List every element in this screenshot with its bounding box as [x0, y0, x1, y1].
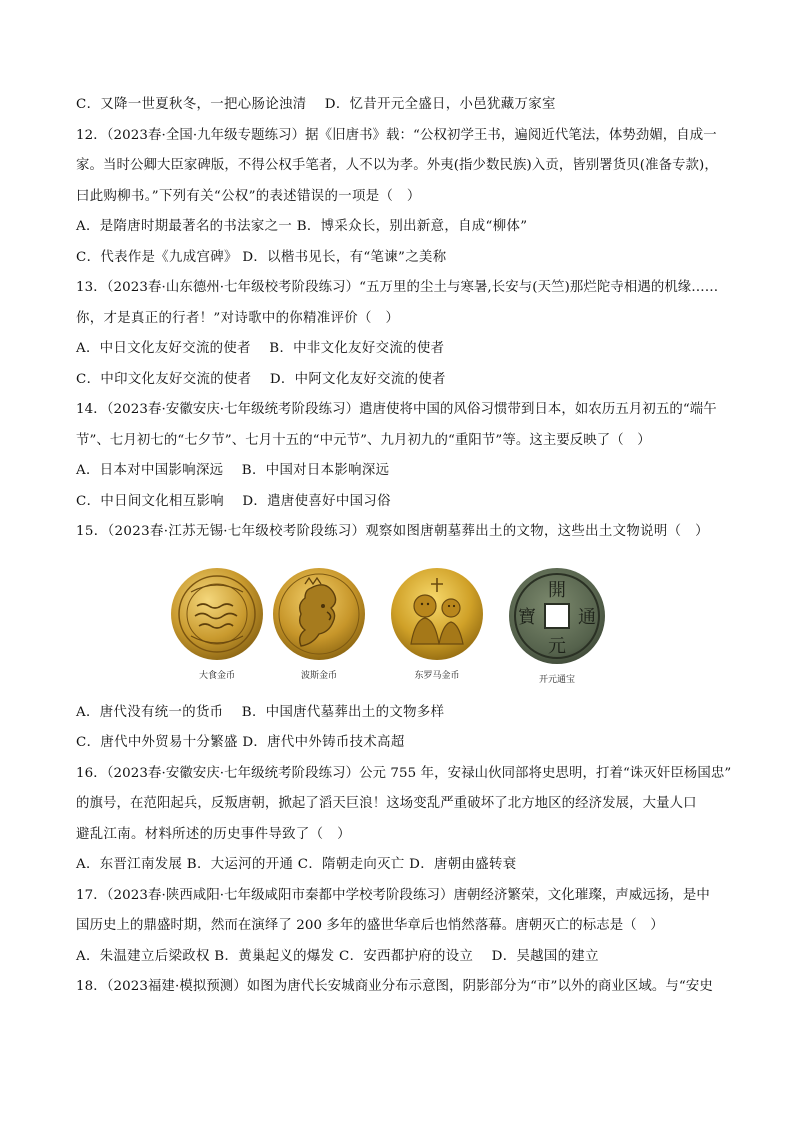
- question-16-stem: 16．（2023春·安徽安庆·七年级统考阶段练习）公元 755 年，安禄山伙同部将史思明，打着“诛灭奸臣杨国忠”: [76, 765, 732, 781]
- coin-glyph-left: 寶: [518, 606, 536, 628]
- coin-glyph-bottom: 元: [548, 635, 566, 657]
- question-12-stem: 12．（2023春·全国·九年级专题练习）据《旧唐书》载：“公权初学王书，遍阅近代笔法，体势劲媚，自成一: [76, 127, 717, 143]
- exam-page: [76, 96, 732, 1009]
- question-14-stem: 14．（2023春·安徽安庆·七年级统考阶段练习）遣唐使将中国的风俗习惯带到日本，如农历五月初五的“端午: [76, 402, 717, 417]
- question-12-stem-cont: 家。当时公卿大臣家碑版，不得公权手笔者，人不以为孝。外夷(指少数民族)入贡，皆别署货贝(准备专款)，: [76, 158, 718, 173]
- kaiyuan-tongbao-coin-icon: [507, 566, 607, 666]
- coin-byzantine: [382, 566, 492, 681]
- question-12-options-ab: A．是隋唐时期最著名的书法家之一 B．博采众长，别出新意，自成“柳体”: [76, 219, 528, 234]
- coin-glyph-top: 開: [548, 579, 566, 601]
- coin-caption: 波斯金币: [300, 670, 337, 681]
- coin-caption: 开元通宝: [538, 674, 575, 685]
- question-13-options-cd: C．中印文化友好交流的使者 D．中阿文化友好交流的使者: [76, 371, 446, 387]
- coin-dashi: [162, 566, 272, 681]
- question-14-stem-cont: 节”、七月初七的“七夕节”、七月十五的“中元节”、九月初九的“重阳节”等。这主要反映了（ ）: [76, 432, 651, 448]
- question-12-stem-cont: 曰此购柳书。”下列有关“公权”的表述错误的一项是（ ）: [76, 188, 421, 204]
- question-15-options-cd: C．唐代中外贸易十分繁盛 D．唐代中外铸币技术高超: [76, 735, 405, 750]
- question-13-stem-cont: 你，才是真正的行者！”对诗歌中的你精准评价（ ）: [76, 310, 400, 326]
- coin-glyph-right: 通: [578, 606, 596, 628]
- byzantine-gold-coin-icon: [389, 566, 485, 662]
- question-17-stem-cont: 国历史上的鼎盛时期，然而在演绎了 200 多年的盛世华章后也悄然落幕。唐朝灭亡的标志是（ ）: [76, 918, 664, 933]
- question-18-stem: 18．（2023福建·模拟预测）如图为唐代长安城商业分布示意图，阴影部分为“市”以外的商业区域。与“安史: [76, 979, 713, 994]
- question-13-stem: 13．（2023春·山东德州·七年级校考阶段练习）“五万里的尘土与寒暑,长安与(天竺)那烂陀寺相遇的机缘……: [76, 280, 719, 295]
- question-16-stem-cont: 避乱江南。材料所述的历史事件导致了（ ）: [76, 826, 351, 842]
- question-17-options: A．朱温建立后梁政权 B．黄巢起义的爆发 C．安西都护府的设立 D．吴越国的建立: [76, 948, 599, 964]
- question-13-options-ab: A．中日文化友好交流的使者 B．中非文化友好交流的使者: [76, 341, 445, 356]
- coin-kaiyuan: [502, 566, 612, 685]
- dashi-gold-coin-icon: [169, 566, 265, 662]
- coin-bosi: [264, 566, 374, 681]
- coin-figure: [76, 562, 726, 690]
- question-16-stem-cont: 的旗号，在范阳起兵，反叛唐朝，掀起了滔天巨浪！这场变乱严重破坏了北方地区的经济发展，大量人口: [76, 796, 697, 811]
- question-14-options-ab: A．日本对中国影响深远 B．中国对日本影响深远: [76, 463, 390, 478]
- question-15-options-ab: A．唐代没有统一的货币 B．中国唐代墓葬出土的文物多样: [76, 704, 445, 720]
- question-16-options: A．东晋江南发展 B．大运河的开通 C．隋朝走向灭亡 D．唐朝由盛转衰: [76, 857, 517, 872]
- option-line: C．又降一世夏秋冬，一把心肠论浊清 D．忆昔开元全盛日，小邑犹藏万家室: [76, 97, 556, 112]
- coin-caption: 东罗马金币: [414, 670, 460, 681]
- coin-caption: 大食金币: [198, 670, 235, 681]
- persian-gold-coin-icon: [271, 566, 367, 662]
- question-12-options-cd: C．代表作是《九成宫碑》 D．以楷书见长，有“笔谏”之美称: [76, 249, 447, 265]
- question-17-stem: 17．（2023春·陕西咸阳·七年级咸阳市秦都中学校考阶段练习）唐朝经济繁荣，文化璀璨，声威远扬，是中: [76, 887, 710, 903]
- question-14-options-cd: C．中日间文化相互影响 D．遣唐使喜好中国习俗: [76, 493, 391, 509]
- question-15-stem: 15．（2023春·江苏无锡·七年级校考阶段练习）观察如图唐朝墓葬出土的文物，这些出土文物说明（ ）: [76, 524, 709, 539]
